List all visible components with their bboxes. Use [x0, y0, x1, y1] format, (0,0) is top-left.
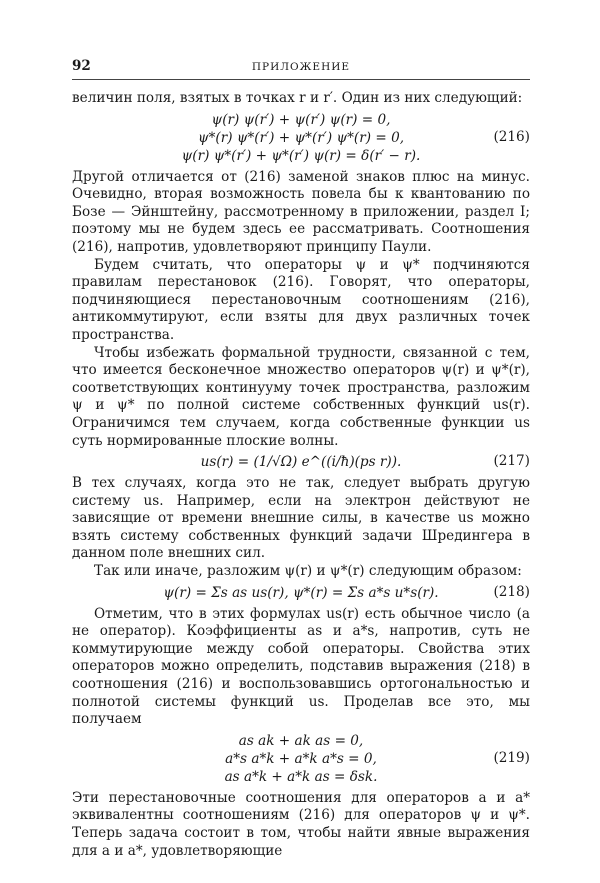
- equation-number: (218): [493, 583, 530, 600]
- paragraph: Другой отличается от (216) заменой знаков плюс на минус. Очевидно, вторая возможность повела бы к квантованию по Бозе — Эйнштейну, рассмотренному в приложении, раздел I; поэтому мы не будем здесь ее рассматривать. Соотношения (216), напротив, удовлетворяют принципу Паули.: [72, 168, 530, 255]
- page-body: [72, 90, 530, 860]
- paragraph: Отметим, что в этих формулах us(r) есть обычное число (а не оператор). Коэффициенты as и a*s, напротив, суть не коммутирующие между собой операторы. Свойства этих операторов можно определить, подставив выражения (218) в соотношения (216) и воспользовавшись ортогональностью и полнотой системы функций us. Проделав все это, мы получаем: [72, 605, 530, 728]
- equation-line: as ak + ak as = 0,: [238, 732, 364, 749]
- equation-217: [72, 453, 530, 471]
- equation-line: as a*k + a*k as = δsk.: [224, 768, 378, 785]
- paragraph: Так или иначе, разложим ψ(r) и ψ*(r) следующим образом:: [94, 563, 522, 580]
- paragraph: величин поля, взятых в точках r и r′. Один из них следующий:: [72, 90, 523, 106]
- equation-number: (219): [493, 750, 530, 767]
- equation-line: a*s a*k + a*k a*s = 0,: [225, 750, 377, 767]
- header-rule: [72, 79, 530, 80]
- equation-line: ψ(r) ψ(r′) + ψ(r′) ψ(r) = 0,: [211, 111, 391, 128]
- paragraph: Эти перестановочные соотношения для операторов a и a* эквивалентны соотношениям (216) для операторов ψ и ψ*. Теперь задача состоит в том, чтобы найти явные выражения для a и a*, удовлетворяющие: [72, 789, 530, 859]
- equation-line: us(r) = (1/√Ω) e^((i/ħ)(ps r)).: [200, 454, 402, 471]
- equation-line: ψ*(r) ψ*(r′) + ψ*(r′) ψ*(r) = 0,: [197, 129, 405, 146]
- paragraph: Чтобы избежать формальной трудности, связанной с тем, что имеется бесконечное множество операторов ψ(r) и ψ*(r), соответствующих континууму точек пространства, разложим ψ и ψ* по полной системе собственных функций us(r). Ограничимся тем случаем, когда собственные функции us суть нормированные плоские волны.: [72, 344, 530, 449]
- equation-216: [72, 111, 530, 165]
- page-number: 92: [72, 58, 91, 74]
- equation-line: ψ(r) ψ*(r′) + ψ*(r′) ψ(r) = δ(r′ − r).: [181, 147, 421, 164]
- running-title: ПРИЛОЖЕНИЕ: [251, 61, 351, 73]
- equation-number: (216): [493, 128, 530, 145]
- equation-number: (217): [493, 453, 530, 470]
- page-header: [72, 58, 530, 76]
- equation-219: [72, 732, 530, 786]
- equation-line: ψ(r) = Σs as us(r), ψ*(r) = Σs a*s u*s(r).: [163, 584, 439, 601]
- paragraph: В тех случаях, когда это не так, следует выбрать другую систему us. Например, если на электрон действуют не зависящие от времени внешние силы, в качестве us можно взять систему собственных функций задачи Шредингера в данном поле внешних сил.: [72, 475, 530, 562]
- paragraph: Будем считать, что операторы ψ и ψ* подчиняются правилам перестановок (216). Говорят, что операторы, подчиняющиеся перестановочным соотношениям (216), антикоммутируют, если взяты для двух различных точек пространства.: [72, 256, 530, 343]
- equation-218: [72, 584, 530, 602]
